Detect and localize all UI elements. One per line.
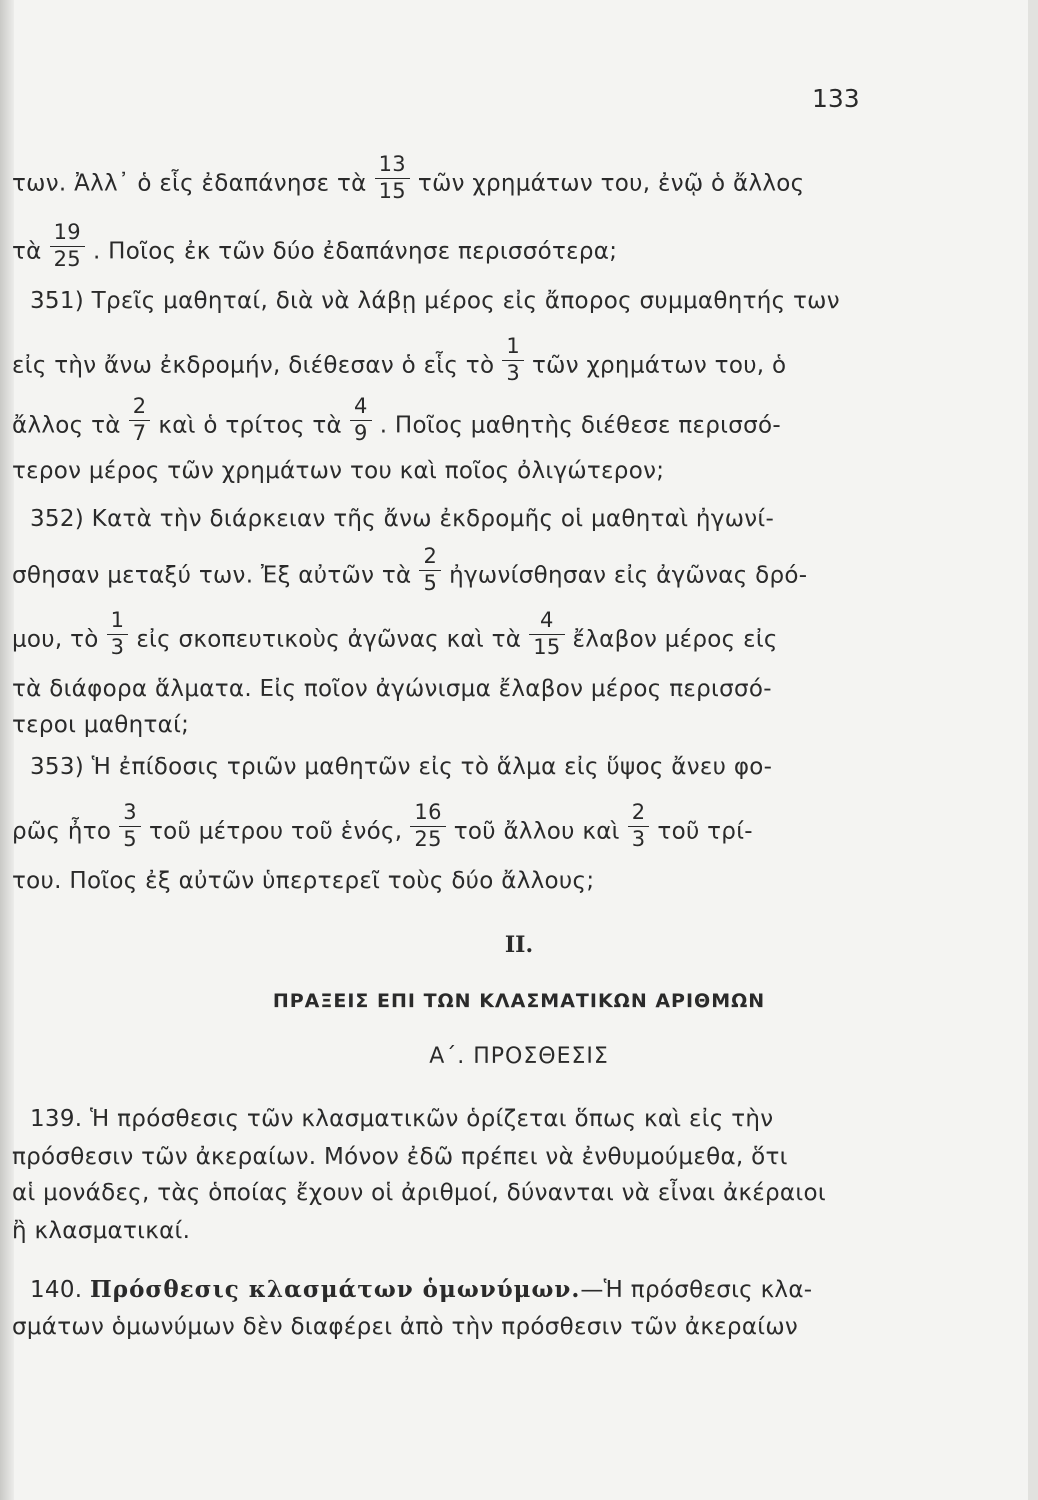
fraction-16-25: $\frac{16}{25}$ xyxy=(410,802,445,850)
fraction-1-3-b: $\frac{1}{3}$ xyxy=(107,610,129,658)
text-line-1: των. Ἀλλ᾽ ὁ εἷς ἐδαπάνησε τὰ $\frac{13}{15}$ τῶν χρημάτων του, ἐνῷ ὁ ἄλλος xyxy=(12,152,805,203)
paragraph-139-line-4: ἢ κλασματικαί. xyxy=(12,1218,191,1244)
problem-353-line-2: ρῶς ἦτο $\frac{3}{5}$ τοῦ μέτρου τοῦ ἑνός, $\frac{16}{25}$ τοῦ ἄλλου καὶ $\frac{2}{3}$ τοῦ τρί- xyxy=(12,800,753,851)
paragraph-139-line-2: πρόσθεσιν τῶν ἀκεραίων. Μόνον ἐδῶ πρέπει νὰ ἐνθυμούμεθα, ὅτι xyxy=(12,1144,788,1170)
problem-353-line-1: 353) Ἡ ἐπίδοσις τριῶν μαθητῶν εἰς τὸ ἅλμα εἰς ὕψος ἄνευ φο- xyxy=(30,754,773,780)
paragraph-140-title: Πρόσθεσις κλασμάτων ὁμωνύμων. xyxy=(90,1276,581,1303)
fraction-13-15: $\frac{13}{15}$ xyxy=(375,154,410,202)
fraction-2-5: $\frac{2}{5}$ xyxy=(419,546,441,594)
problem-352-line-5: τεροι μαθηταί; xyxy=(12,712,190,738)
paragraph-140-line-2: σμάτων ὁμωνύμων δὲν διαφέρει ἀπὸ τὴν πρόσθεσιν τῶν ἀκεραίων xyxy=(12,1314,799,1340)
section-heading: ΠΡΑΞΕΙΣ ΕΠΙ ΤΩΝ ΚΛΑΣΜΑΤΙΚΩΝ ΑΡΙΘΜΩΝ xyxy=(272,990,766,1012)
page-binding-edge xyxy=(0,0,14,1500)
problem-351-line-4: τερον μέρος τῶν χρημάτων του καὶ ποῖος ὀλιγώτερον; xyxy=(12,458,665,484)
text-line-2: τὰ $\frac{19}{25}$ . Ποῖος ἐκ τῶν δύο ἐδαπάνησε περισσότερα; xyxy=(12,220,618,271)
subsection-heading: Α΄. ΠΡΟΣΘΕΣΙΣ xyxy=(429,1044,609,1069)
problem-352-line-4: τὰ διάφορα ἅλματα. Εἰς ποῖον ἀγώνισμα ἔλαβον μέρος περισσό- xyxy=(12,676,772,702)
problem-351-line-2: εἰς τὴν ἄνω ἐκδρομήν, διέθεσαν ὁ εἷς τὸ $\frac{1}{3}$ τῶν χρημάτων του, ὁ xyxy=(12,334,787,385)
problem-351-line-1: 351) Τρεῖς μαθηταί, διὰ νὰ λάβῃ μέρος εἰς ἄπορος συμμαθητής των xyxy=(30,288,840,314)
fraction-2-7: $\frac{2}{7}$ xyxy=(129,396,151,444)
page-right-edge xyxy=(1028,0,1038,1500)
fraction-3-5: $\frac{3}{5}$ xyxy=(119,802,141,850)
fraction-4-9: $\frac{4}{9}$ xyxy=(350,396,372,444)
fraction-4-15: $\frac{4}{15}$ xyxy=(529,610,564,658)
problem-352-line-3: μου, τὸ $\frac{1}{3}$ εἰς σκοπευτικοὺς ἀγῶνας καὶ τὰ $\frac{4}{15}$ ἔλαβον μέρος εἰς xyxy=(12,608,778,659)
fraction-2-3: $\frac{2}{3}$ xyxy=(628,802,650,850)
paragraph-139-line-1: 139. Ἡ πρόσθεσις τῶν κλασματικῶν ὁρίζεται ὅπως καὶ εἰς τὴν xyxy=(30,1106,774,1132)
page-number: 133 xyxy=(812,84,860,113)
problem-352-line-2: σθησαν μεταξύ των. Ἐξ αὐτῶν τὰ $\frac{2}{5}$ ἠγωνίσθησαν εἰς ἀγῶνας δρό- xyxy=(12,544,808,595)
paragraph-139-line-3: αἱ μονάδες, τὰς ὁποίας ἔχουν οἱ ἀριθμοί, δύνανται νὰ εἶναι ἀκέραιοι xyxy=(12,1180,826,1206)
fraction-1-3: $\frac{1}{3}$ xyxy=(502,336,524,384)
fraction-19-25: $\frac{19}{25}$ xyxy=(50,222,85,270)
problem-353-line-3: του. Ποῖος ἐξ αὐτῶν ὑπερτερεῖ τοὺς δύο ἄλλους; xyxy=(12,868,595,894)
section-number: II. xyxy=(504,932,534,958)
problem-352-line-1: 352) Κατὰ τὴν διάρκειαν τῆς ἄνω ἐκδρομῆς οἱ μαθηταὶ ἠγωνί- xyxy=(30,506,775,532)
paragraph-140-line-1: 140. Πρόσθεσις κλασμάτων ὁμωνύμων.—Ἡ πρόσθεσις κλα- xyxy=(30,1276,813,1303)
problem-351-line-3: ἄλλος τὰ $\frac{2}{7}$ καὶ ὁ τρίτος τὰ $\frac{4}{9}$ . Ποῖος μαθητὴς διέθεσε περισσό- xyxy=(12,394,781,445)
